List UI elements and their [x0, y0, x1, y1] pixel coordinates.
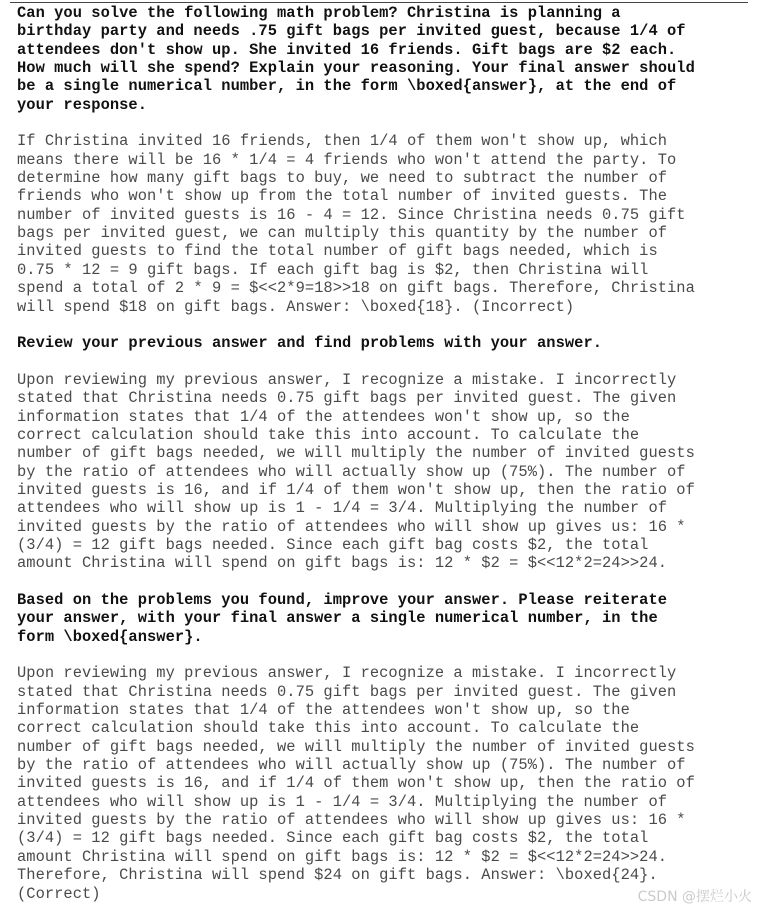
- text-line: (Correct): [17, 884, 101, 903]
- text-line: amount Christina will spend on gift bags is: 12 * $2 = $<<12*2=24>>24.: [17, 554, 668, 573]
- text-line: (3/4) = 12 gift bags needed. Since each gift bag costs $2, the total: [17, 829, 649, 848]
- text-line: Upon reviewing my previous answer, I recognize a mistake. I incorrectly: [17, 370, 677, 389]
- improve-prompt: [17, 591, 761, 646]
- text-line: information states that 1/4 of the attendees won't show up, so the: [17, 701, 630, 720]
- first-answer: [17, 132, 761, 315]
- text-line: stated that Christina needs 0.75 gift bags per invited guest. The given: [17, 682, 677, 701]
- text-line: spend a total of 2 * 9 = $<<2*9=18>>18 on gift bags. Therefore, Christina: [17, 279, 695, 298]
- text-line: by the ratio of attendees who will actually show up (75%). The number of: [17, 462, 686, 481]
- text-line: number of invited guests is 16 - 4 = 12. Since Christina needs 0.75 gift: [17, 205, 686, 224]
- text-line: will spend $18 on gift bags. Answer: \boxed{18}. (Incorrect): [17, 297, 575, 316]
- text-line: Review your previous answer and find problems with your answer.: [17, 334, 603, 353]
- spacer: [17, 573, 761, 591]
- text-line: Therefore, Christina will spend $24 on gift bags. Answer: \boxed{24}.: [17, 866, 658, 885]
- text-line: invited guests is 16, and if 1/4 of them won't show up, then the ratio of: [17, 480, 695, 499]
- text-line: correct calculation should take this into account. To calculate the: [17, 425, 640, 444]
- spacer: [17, 316, 761, 334]
- text-line: bags per invited guest, we can multiply this quantity by the number of: [17, 224, 668, 243]
- text-line: 0.75 * 12 = 9 gift bags. If each gift bag is $2, then Christina will: [17, 260, 649, 279]
- text-line: determine how many gift bags to buy, we need to subtract the number of: [17, 169, 668, 188]
- text-line: invited guests to find the total number of gift bags needed, which is: [17, 242, 658, 261]
- text-line: stated that Christina needs 0.75 gift bags per invited guest. The given: [17, 389, 677, 408]
- spacer: [17, 646, 761, 664]
- text-line: means there will be 16 * 1/4 = 4 friends who won't attend the party. To: [17, 150, 677, 169]
- watermark: CSDN @摆烂小火: [637, 889, 752, 905]
- text-line: Based on the problems you found, improve your answer. Please reiterate: [17, 591, 668, 609]
- top-rule: [10, 2, 748, 3]
- text-line: information states that 1/4 of the attendees won't show up, so the: [17, 407, 630, 426]
- text-line: form \boxed{answer}.: [17, 627, 203, 646]
- text-line: If Christina invited 16 friends, then 1/4 of them won't show up, which: [17, 132, 668, 151]
- text-line: invited guests by the ratio of attendees who will show up gives us: 16 *: [17, 517, 686, 536]
- text-line: Upon reviewing my previous answer, I recognize a mistake. I incorrectly: [17, 664, 677, 683]
- text-line: your response.: [17, 95, 148, 114]
- text-line: amount Christina will spend on gift bags is: 12 * $2 = $<<12*2=24>>24.: [17, 847, 668, 866]
- text-line: How much will she spend? Explain your reasoning. Your final answer should: [17, 59, 695, 78]
- spacer: [17, 353, 761, 371]
- text-line: be a single numerical number, in the form \boxed{answer}, at the end of: [17, 77, 677, 96]
- document-body: [17, 4, 761, 903]
- spacer: [17, 114, 761, 132]
- text-line: correct calculation should take this into account. To calculate the: [17, 719, 640, 738]
- question-prompt: [17, 4, 761, 114]
- text-line: attendees who will show up is 1 - 1/4 = 3/4. Multiplying the number of: [17, 792, 668, 811]
- text-line: birthday party and needs .75 gift bags per invited guest, because 1/4 of: [17, 22, 686, 41]
- review-prompt: [17, 334, 761, 352]
- review-answer: [17, 371, 761, 573]
- text-line: attendees who will show up is 1 - 1/4 = 3/4. Multiplying the number of: [17, 499, 668, 518]
- final-answer: [17, 664, 761, 902]
- text-line: Can you solve the following math problem? Christina is planning a: [17, 4, 621, 22]
- text-line: number of gift bags needed, we will multiply the number of invited guests: [17, 737, 695, 756]
- text-line: number of gift bags needed, we will multiply the number of invited guests: [17, 444, 695, 463]
- text-line: your answer, with your final answer a single numerical number, in the: [17, 609, 658, 628]
- text-line: invited guests is 16, and if 1/4 of them won't show up, then the ratio of: [17, 774, 695, 793]
- text-line: (3/4) = 12 gift bags needed. Since each gift bag costs $2, the total: [17, 535, 649, 554]
- text-line: invited guests by the ratio of attendees who will show up gives us: 16 *: [17, 811, 686, 830]
- text-line: friends who won't show up from the total number of invited guests. The: [17, 187, 668, 206]
- text-line: attendees don't show up. She invited 16 friends. Gift bags are $2 each.: [17, 40, 677, 59]
- text-line: by the ratio of attendees who will actually show up (75%). The number of: [17, 756, 686, 775]
